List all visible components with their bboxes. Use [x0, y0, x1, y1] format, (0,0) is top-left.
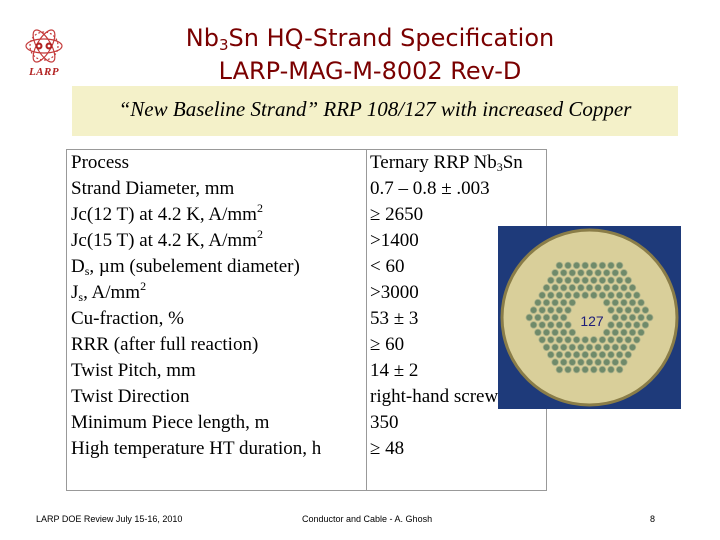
subelement-filament	[556, 307, 563, 314]
subelement-filament	[616, 307, 623, 314]
subelement-filament	[569, 270, 576, 277]
subelement-filament	[621, 299, 628, 306]
subelement-filament	[629, 284, 636, 291]
subelement-filament	[634, 307, 641, 314]
subelement-filament	[578, 270, 585, 277]
subelement-filament	[599, 337, 606, 344]
subelement-filament	[616, 277, 623, 284]
subelement-filament	[603, 270, 610, 277]
subelement-filament	[569, 344, 576, 351]
subelement-filament	[582, 351, 589, 358]
subelement-filament	[638, 329, 645, 336]
subelement-filament	[552, 314, 559, 321]
subelement-filament	[612, 314, 619, 321]
subelement-filament	[556, 292, 563, 299]
subelement-filament	[625, 307, 632, 314]
subelement-filament	[621, 284, 628, 291]
subelement-filament	[565, 351, 572, 358]
param-process: Process	[71, 152, 130, 173]
value-min-piece-length: 350	[370, 412, 399, 433]
subelement-filament	[608, 337, 615, 344]
subelement-filament	[569, 329, 576, 336]
subelement-filament	[560, 329, 567, 336]
param-strand-diameter: Strand Diameter, mm	[71, 178, 235, 199]
subelement-filament	[586, 270, 593, 277]
subelement-filament	[616, 366, 623, 373]
strand-cross-section-image	[498, 226, 681, 409]
subtitle-text: “New Baseline Strand” RRP 108/127 with increased Copper	[118, 97, 632, 121]
footer-event: LARP DOE Review July 15-16, 2010	[36, 514, 183, 524]
subelement-filament	[548, 337, 555, 344]
subelement-filament	[565, 322, 572, 329]
subelement-filament	[595, 344, 602, 351]
subelement-filament	[530, 322, 537, 329]
subelement-filament	[543, 299, 550, 306]
subelement-filament	[595, 284, 602, 291]
subelement-filament	[608, 262, 615, 269]
value-twist-pitch: 14 ± 2	[370, 360, 419, 381]
subelement-filament	[591, 292, 598, 299]
subelement-filament	[565, 262, 572, 269]
subelement-filament	[582, 337, 589, 344]
subelement-filament	[565, 277, 572, 284]
subelement-filament	[599, 292, 606, 299]
subelement-filament	[621, 314, 628, 321]
param-js: $J_s$, $A/mm^2$	[71, 279, 147, 304]
subelement-filament	[634, 337, 641, 344]
title-line-1: $Nb_3Sn$ HQ-Strand Specification	[185, 24, 555, 54]
subelement-filament	[638, 314, 645, 321]
page-number: 8	[650, 514, 656, 524]
value-twist-direction: right-hand screw	[370, 386, 499, 407]
subelement-filament	[535, 299, 542, 306]
subelement-filament	[526, 314, 533, 321]
subelement-filament	[603, 284, 610, 291]
subelement-filament	[569, 284, 576, 291]
subelement-filament	[629, 329, 636, 336]
parameter-column	[67, 150, 367, 491]
subelement-filament	[552, 344, 559, 351]
value-jc-12t: ≥ 2650	[370, 204, 424, 225]
subelement-filament	[608, 292, 615, 299]
subelement-filament	[634, 322, 641, 329]
subelement-filament	[608, 307, 615, 314]
subelement-filament	[582, 292, 589, 299]
subelement-filament	[556, 262, 563, 269]
param-cu-fraction: Cu-fraction, %	[71, 308, 184, 329]
subelement-filament	[612, 299, 619, 306]
subelement-filament	[612, 284, 619, 291]
subelement-filament	[560, 359, 567, 366]
subelement-filament	[599, 262, 606, 269]
value-ht-duration: ≥ 48	[370, 438, 405, 459]
subelement-filament	[543, 329, 550, 336]
subelement-filament	[552, 299, 559, 306]
param-ht-duration: High temperature HT duration, h	[71, 438, 322, 459]
subelement-filament	[612, 344, 619, 351]
subelement-filament	[591, 351, 598, 358]
value-cu-fraction: 53 ± 3	[370, 308, 419, 329]
subelement-filament	[599, 351, 606, 358]
subelement-filament	[616, 292, 623, 299]
subelement-filament	[634, 292, 641, 299]
subelement-filament	[586, 359, 593, 366]
footer-topic: Conductor and Cable - A. Ghosh	[302, 514, 433, 524]
subelement-filament	[543, 314, 550, 321]
param-twist-direction: Twist Direction	[71, 386, 190, 407]
subelement-filament	[599, 277, 606, 284]
subelement-filament	[565, 292, 572, 299]
subelement-filament	[556, 351, 563, 358]
subelement-filament	[560, 344, 567, 351]
param-jc-12t: Jc(12 T) at 4.2 K, $A/mm^2$	[71, 201, 263, 225]
subelement-filament	[586, 344, 593, 351]
larp-emblem-icon	[18, 26, 70, 66]
subelement-filament	[560, 299, 567, 306]
subelement-filament	[539, 292, 546, 299]
subelement-filament	[638, 299, 645, 306]
subelement-filament	[582, 277, 589, 284]
subelement-filament	[560, 314, 567, 321]
photo-label: 127	[580, 313, 604, 329]
logo-text: LARP	[28, 66, 60, 78]
param-twist-pitch: Twist Pitch, mm	[71, 360, 196, 381]
subelement-filament	[548, 351, 555, 358]
value-rrr: ≥ 60	[370, 334, 405, 355]
subelement-filament	[629, 344, 636, 351]
subelement-filament	[591, 366, 598, 373]
param-rrr: RRR (after full reaction)	[71, 334, 259, 355]
subelement-filament	[608, 366, 615, 373]
subelement-filament	[539, 307, 546, 314]
subelement-filament	[629, 314, 636, 321]
subelement-filament	[548, 292, 555, 299]
subelement-filament	[556, 322, 563, 329]
subelement-filament	[573, 366, 580, 373]
subelement-filament	[578, 284, 585, 291]
subelement-filament	[552, 270, 559, 277]
subelement-filament	[539, 322, 546, 329]
subelement-filament	[616, 351, 623, 358]
subelement-filament	[612, 359, 619, 366]
subelement-filament	[573, 351, 580, 358]
subelement-filament	[616, 322, 623, 329]
subelement-filament	[582, 262, 589, 269]
subelement-filament	[603, 344, 610, 351]
subelement-filament	[565, 307, 572, 314]
subelement-filament	[625, 337, 632, 344]
subelement-filament	[539, 337, 546, 344]
subelement-filament	[621, 270, 628, 277]
value-jc-15t: >1400	[370, 230, 419, 251]
subelement-filament	[578, 344, 585, 351]
subelement-filament	[560, 284, 567, 291]
subtitle-banner	[72, 86, 678, 136]
subelement-filament	[582, 366, 589, 373]
subelement-filament	[642, 307, 649, 314]
subelement-filament	[535, 314, 542, 321]
param-min-piece-length: Minimum Piece length, m	[71, 412, 270, 433]
subelement-filament	[616, 262, 623, 269]
subelement-filament	[608, 277, 615, 284]
subelement-filament	[625, 292, 632, 299]
subelement-filament	[591, 337, 598, 344]
subelement-filament	[569, 359, 576, 366]
spec-table	[66, 149, 547, 491]
subelement-filament	[625, 351, 632, 358]
subelement-filament	[552, 329, 559, 336]
subelement-filament	[599, 366, 606, 373]
subelement-filament	[608, 322, 615, 329]
subelement-filament	[621, 344, 628, 351]
value-strand-diameter: 0.7 – 0.8 ± .003	[370, 178, 490, 199]
larp-logo	[18, 26, 70, 86]
subelement-filament	[591, 262, 598, 269]
subelement-filament	[646, 314, 653, 321]
subelement-filament	[578, 359, 585, 366]
param-jc-15t: Jc(15 T) at 4.2 K, $A/mm^2$	[71, 227, 263, 251]
subelement-filament	[548, 322, 555, 329]
subelement-filament	[603, 359, 610, 366]
subelement-filament	[556, 366, 563, 373]
subelement-filament	[573, 262, 580, 269]
subelement-filament	[625, 322, 632, 329]
subelement-filament	[573, 337, 580, 344]
subelement-filament	[612, 270, 619, 277]
value-process: Ternary RRP $Nb_3Sn$	[370, 152, 523, 174]
subelement-filament	[556, 337, 563, 344]
subelement-filament	[591, 277, 598, 284]
subelement-filament	[548, 277, 555, 284]
strand-cross-section-photo	[498, 226, 681, 409]
subelement-filament	[625, 277, 632, 284]
subelement-filament	[642, 322, 649, 329]
value-js: >3000	[370, 282, 419, 303]
subelement-filament	[556, 277, 563, 284]
subelement-filament	[552, 284, 559, 291]
subelement-filament	[573, 277, 580, 284]
subelement-filament	[629, 299, 636, 306]
subelement-filament	[603, 329, 610, 336]
subelement-filament	[569, 299, 576, 306]
param-ds: $D_s$, µm (subelement diameter)	[71, 256, 300, 278]
subelement-filament	[595, 270, 602, 277]
subelement-filament	[595, 359, 602, 366]
subelement-filament	[608, 351, 615, 358]
subelement-filament	[621, 359, 628, 366]
title-line-2: LARP-MAG-M-8002 Rev-D	[218, 57, 522, 85]
subelement-filament	[548, 307, 555, 314]
subelement-filament	[543, 284, 550, 291]
subelement-filament	[565, 366, 572, 373]
subelement-filament	[565, 337, 572, 344]
subelement-filament	[552, 359, 559, 366]
subelement-filament	[543, 344, 550, 351]
subelement-filament	[560, 270, 567, 277]
subelement-filament	[621, 329, 628, 336]
subelement-filament	[603, 299, 610, 306]
subelement-filament	[612, 329, 619, 336]
subelement-filament	[616, 337, 623, 344]
subelement-filament	[535, 329, 542, 336]
subelement-filament	[586, 284, 593, 291]
slide-title	[120, 22, 620, 88]
subelement-filament	[573, 292, 580, 299]
subelement-filament	[530, 307, 537, 314]
value-ds: < 60	[370, 256, 405, 277]
